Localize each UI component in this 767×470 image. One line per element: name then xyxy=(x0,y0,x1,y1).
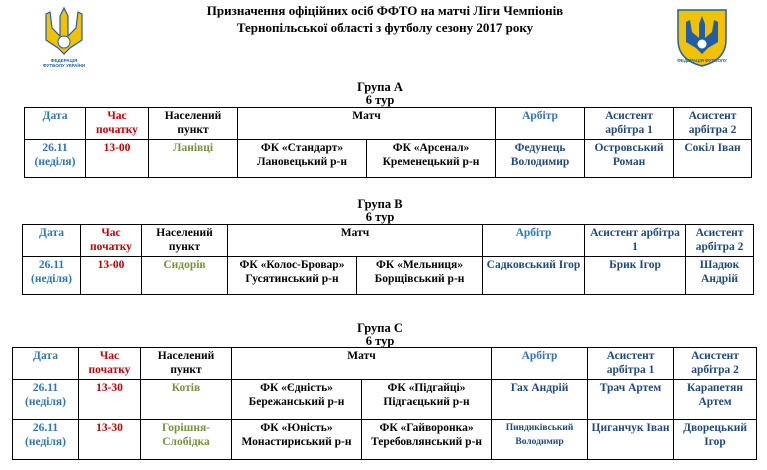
svg-text:ФУТБОЛУ УКРАЇНИ: ФУТБОЛУ УКРАЇНИ xyxy=(42,63,86,68)
group-name: Група В xyxy=(357,197,403,211)
ffu-trident-icon xyxy=(38,6,90,70)
cell-assistant2: Шадюк Андрій xyxy=(686,257,754,295)
cell-place: Котів xyxy=(141,380,232,420)
col-date: Дата xyxy=(23,225,81,257)
ffto-logo xyxy=(670,4,734,68)
cell-referee: Федунець Володимир xyxy=(496,140,585,178)
cell-away-team: ФК «Мельниця» Борщівський р-н xyxy=(357,257,483,295)
col-assistant2: Асистент арбітра 2 xyxy=(674,108,752,140)
cell-referee: Садковський Ігор xyxy=(483,257,585,295)
cell-assistant2: Сокіл Іван xyxy=(674,140,752,178)
cell-place: Сидорів xyxy=(142,257,228,295)
cell-referee: Гах Андрій xyxy=(492,380,588,420)
col-assistant2: Асистент арбітра 2 xyxy=(686,225,754,257)
cell-referee: Пиндиківський Володимир xyxy=(492,420,588,460)
group-a-table xyxy=(24,107,752,178)
col-date: Дата xyxy=(25,108,86,140)
cell-home-team: ФК «Колос-Бровар» Гусятинський р-н xyxy=(228,257,357,295)
group-c-header xyxy=(280,322,480,348)
cell-assistant1: Брик Ігор xyxy=(585,257,686,295)
cell-assistant1: Трач Артем xyxy=(588,380,674,420)
cell-assistant1: Островський Роман xyxy=(585,140,674,178)
cell-away-team: ФК «Гайворонка» Теребовлянський р-н xyxy=(362,420,492,460)
col-time: Час початку xyxy=(86,108,149,140)
col-referee: Арбітр xyxy=(496,108,585,140)
col-assistant2: Асистент арбітра 2 xyxy=(674,348,757,380)
col-assistant1: Асистент арбітра 1 xyxy=(585,108,674,140)
col-match: Матч xyxy=(232,348,492,380)
cell-date: 26.11 (неділя) xyxy=(13,420,79,460)
cell-time: 13-30 xyxy=(79,420,141,460)
ffto-emblem-icon xyxy=(670,4,734,68)
cell-time: 13-00 xyxy=(81,257,142,295)
table-row xyxy=(25,140,752,178)
cell-assistant2: Карапетян Артем xyxy=(674,380,757,420)
group-a-header xyxy=(280,81,480,107)
col-place: Населений пункт xyxy=(149,108,238,140)
table-row xyxy=(13,420,757,460)
cell-home-team: ФК «Стандарт» Лановецький р-н xyxy=(238,140,367,178)
col-place: Населений пункт xyxy=(141,348,232,380)
group-name: Група А xyxy=(357,80,403,94)
cell-place: Ланівці xyxy=(149,140,238,178)
col-match: Матч xyxy=(238,108,496,140)
col-referee: Арбітр xyxy=(483,225,585,257)
cell-away-team: ФК «Підгайці» Підгаєцький р-н xyxy=(362,380,492,420)
col-assistant1: Асистент арбітра 1 xyxy=(585,225,686,257)
table-header-row xyxy=(13,348,757,380)
table-row xyxy=(23,257,754,295)
col-time: Час початку xyxy=(79,348,141,380)
cell-date: 26.11 (неділя) xyxy=(25,140,86,178)
group-round: 6 тур xyxy=(365,334,395,348)
table-row xyxy=(13,380,757,420)
col-time: Час початку xyxy=(81,225,142,257)
document-title xyxy=(150,2,620,36)
group-name: Група С xyxy=(357,321,403,335)
col-assistant1: Асистент арбітра 1 xyxy=(588,348,674,380)
group-round: 6 тур xyxy=(365,210,395,224)
cell-home-team: ФК «Юність» Монастириський р-н xyxy=(232,420,362,460)
cell-assistant1: Циганчук Іван xyxy=(588,420,674,460)
cell-assistant2: Дворецький Ігор xyxy=(674,420,757,460)
group-c-table xyxy=(12,347,757,460)
cell-time: 13-00 xyxy=(86,140,149,178)
title-line-2: Тернопільської області з футболу сезону 2017 року xyxy=(236,20,534,35)
cell-date: 26.11 (неділя) xyxy=(13,380,79,420)
group-b-table xyxy=(22,224,754,295)
cell-away-team: ФК «Арсенал» Кременецький р-н xyxy=(367,140,496,178)
cell-home-team: ФК «Єдність» Бережанський р-н xyxy=(232,380,362,420)
cell-place: Горішня-Слобідка xyxy=(141,420,232,460)
group-round: 6 тур xyxy=(365,93,395,107)
title-line-1: Призначення офіційних осіб ФФТО на матчі Ліги Чемпіонів xyxy=(206,3,564,18)
col-place: Населений пункт xyxy=(142,225,228,257)
col-match: Матч xyxy=(228,225,483,257)
svg-text:ФЕДЕРАЦІЯ ФУТБОЛУ: ФЕДЕРАЦІЯ ФУТБОЛУ xyxy=(677,58,727,63)
cell-date: 26.11 (неділя) xyxy=(23,257,81,295)
col-date: Дата xyxy=(13,348,79,380)
cell-time: 13-30 xyxy=(79,380,141,420)
table-header-row xyxy=(25,108,752,140)
ffu-logo xyxy=(38,6,90,70)
svg-text:ФЕДЕРАЦІЯ: ФЕДЕРАЦІЯ xyxy=(50,58,78,63)
group-b-header xyxy=(280,198,480,224)
table-header-row xyxy=(23,225,754,257)
col-referee: Арбітр xyxy=(492,348,588,380)
